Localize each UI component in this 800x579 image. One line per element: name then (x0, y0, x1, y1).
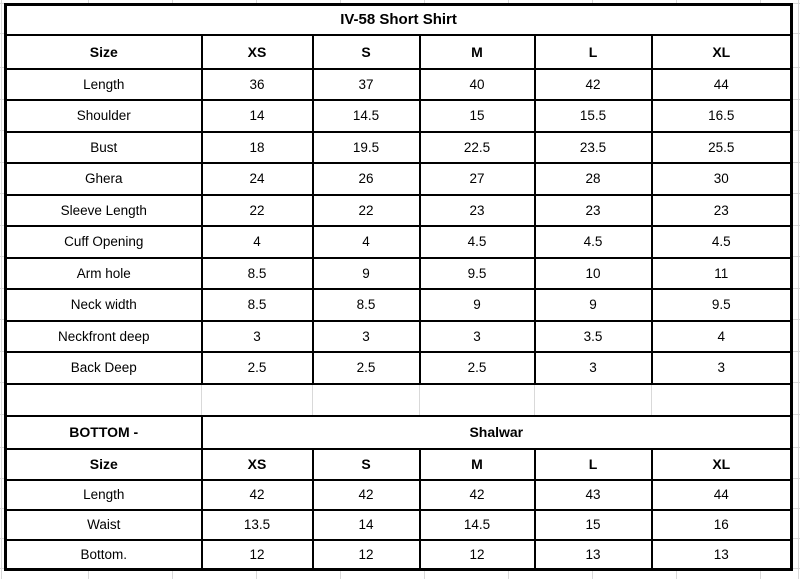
cell-value: 15 (420, 100, 535, 132)
gridline-vertical (1, 0, 2, 579)
table-row-bottom-length (6, 480, 792, 510)
table-row-length (6, 69, 792, 101)
cell-value: 3 (313, 321, 420, 353)
cell-value: 8.5 (202, 258, 313, 290)
row-label: Length (6, 69, 202, 101)
cell-value: 2.5 (202, 352, 313, 384)
spacer-cell (313, 384, 420, 416)
cell-value: 12 (313, 540, 420, 570)
bottom-section-row (6, 416, 792, 449)
cell-value: 36 (202, 69, 313, 101)
row-label: Shoulder (6, 100, 202, 132)
cell-value: 16 (652, 510, 792, 540)
cell-value: 42 (420, 480, 535, 510)
cell-value: 23 (535, 195, 652, 227)
column-header-m: M (420, 35, 535, 69)
cell-value: 42 (202, 480, 313, 510)
table-row-shoulder (6, 100, 792, 132)
cell-value: 3 (652, 352, 792, 384)
column-header-xs: XS (202, 35, 313, 69)
cell-value: 4.5 (652, 226, 792, 258)
cell-value: 15 (535, 510, 652, 540)
cell-value: 4.5 (535, 226, 652, 258)
cell-value: 40 (420, 69, 535, 101)
cell-value: 22 (202, 195, 313, 227)
column-header-l: L (535, 35, 652, 69)
table-row-waist (6, 510, 792, 540)
cell-value: 13 (652, 540, 792, 570)
gridline-vertical (798, 0, 799, 579)
row-label: Waist (6, 510, 202, 540)
cell-value: 9 (535, 289, 652, 321)
cell-value: 30 (652, 163, 792, 195)
cell-value: 22.5 (420, 132, 535, 164)
cell-value: 8.5 (313, 289, 420, 321)
cell-value: 15.5 (535, 100, 652, 132)
cell-value: 13.5 (202, 510, 313, 540)
cell-value: 26 (313, 163, 420, 195)
cell-value: 18 (202, 132, 313, 164)
cell-value: 3 (535, 352, 652, 384)
row-label: Arm hole (6, 258, 202, 290)
column-header-size: Size (6, 449, 202, 480)
column-header-xl: XL (652, 35, 792, 69)
cell-value: 44 (652, 69, 792, 101)
spacer-cell (202, 384, 313, 416)
spacer-row (6, 384, 792, 416)
cell-value: 27 (420, 163, 535, 195)
cell-value: 12 (202, 540, 313, 570)
shirt-header-row (6, 35, 792, 69)
cell-value: 23.5 (535, 132, 652, 164)
cell-value: 10 (535, 258, 652, 290)
table-row-neck-width (6, 289, 792, 321)
cell-value: 12 (420, 540, 535, 570)
cell-value: 14.5 (313, 100, 420, 132)
column-header-l: L (535, 449, 652, 480)
cell-value: 14.5 (420, 510, 535, 540)
column-header-s: S (313, 449, 420, 480)
table-row-ghera (6, 163, 792, 195)
cell-value: 3 (420, 321, 535, 353)
table-row-sleeve-length (6, 195, 792, 227)
cell-value: 4 (652, 321, 792, 353)
table-row-bottom (6, 540, 792, 570)
cell-value: 2.5 (313, 352, 420, 384)
row-label: Cuff Opening (6, 226, 202, 258)
cell-value: 16.5 (652, 100, 792, 132)
cell-value: 13 (535, 540, 652, 570)
row-label: Ghera (6, 163, 202, 195)
bottom-header-row (6, 449, 792, 480)
cell-value: 4.5 (420, 226, 535, 258)
cell-value: 9.5 (652, 289, 792, 321)
row-label: Bottom. (6, 540, 202, 570)
bottom-section-label: BOTTOM - (6, 416, 202, 449)
row-label: Length (6, 480, 202, 510)
row-label: Sleeve Length (6, 195, 202, 227)
cell-value: 42 (535, 69, 652, 101)
shirt-title-row (6, 5, 792, 35)
cell-value: 23 (652, 195, 792, 227)
cell-value: 14 (202, 100, 313, 132)
cell-value: 43 (535, 480, 652, 510)
shirt-table-title: IV-58 Short Shirt (6, 5, 792, 35)
cell-value: 4 (313, 226, 420, 258)
cell-value: 2.5 (420, 352, 535, 384)
cell-value: 42 (313, 480, 420, 510)
cell-value: 44 (652, 480, 792, 510)
cell-value: 8.5 (202, 289, 313, 321)
spacer-cell (535, 384, 652, 416)
cell-value: 28 (535, 163, 652, 195)
cell-value: 3 (202, 321, 313, 353)
cell-value: 23 (420, 195, 535, 227)
row-label: Bust (6, 132, 202, 164)
cell-value: 11 (652, 258, 792, 290)
column-header-m: M (420, 449, 535, 480)
table-row-cuff-opening (6, 226, 792, 258)
cell-value: 9 (313, 258, 420, 290)
row-label: Back Deep (6, 352, 202, 384)
column-header-size: Size (6, 35, 202, 69)
column-header-xl: XL (652, 449, 792, 480)
spacer-cell (420, 384, 535, 416)
cell-value: 14 (313, 510, 420, 540)
spacer-cell (6, 384, 202, 416)
row-label: Neck width (6, 289, 202, 321)
cell-value: 24 (202, 163, 313, 195)
column-header-s: S (313, 35, 420, 69)
cell-value: 3.5 (535, 321, 652, 353)
cell-value: 22 (313, 195, 420, 227)
cell-value: 19.5 (313, 132, 420, 164)
cell-value: 4 (202, 226, 313, 258)
table-row-back-deep (6, 352, 792, 384)
row-label: Neckfront deep (6, 321, 202, 353)
cell-value: 25.5 (652, 132, 792, 164)
table-row-arm-hole (6, 258, 792, 290)
bottom-section-title: Shalwar (202, 416, 792, 449)
table-row-bust (6, 132, 792, 164)
table-row-neckfront-deep (6, 321, 792, 353)
column-header-xs: XS (202, 449, 313, 480)
cell-value: 9.5 (420, 258, 535, 290)
cell-value: 37 (313, 69, 420, 101)
size-chart-table (4, 3, 793, 571)
cell-value: 9 (420, 289, 535, 321)
spacer-cell (652, 384, 792, 416)
